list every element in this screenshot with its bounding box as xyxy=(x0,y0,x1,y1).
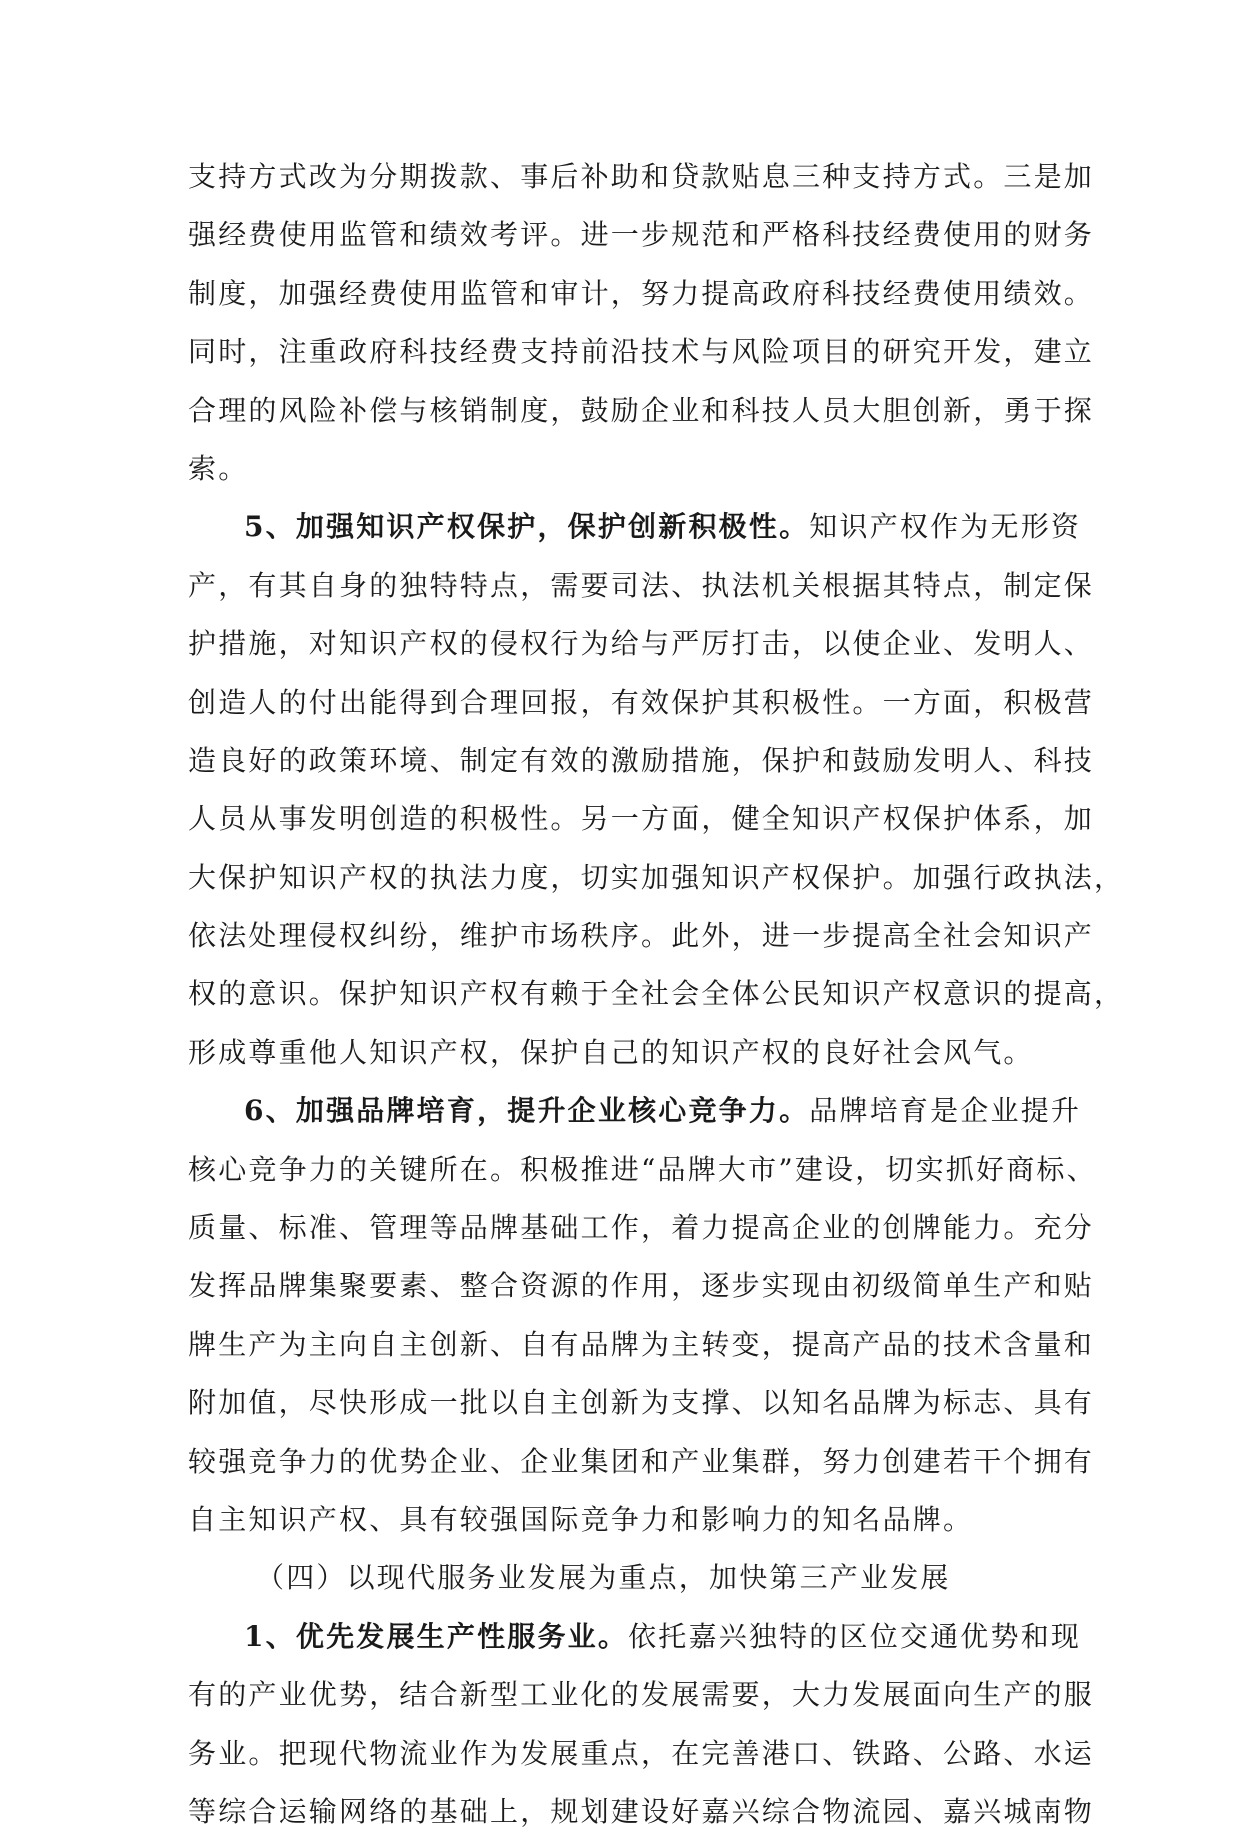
paragraph-line: 附加值，尽快形成一批以自主创新为支撑、以知名品牌为标志、具有 xyxy=(188,1386,1095,1420)
paragraph-line: 支持方式改为分期拨款、事后补助和贷款贴息三种支持方式。三是加 xyxy=(188,160,1095,193)
paragraph-line: 造良好的政策环境、制定有效的激励措施，保护和鼓励发明人、科技 xyxy=(188,743,1095,777)
paragraph-line: 索。 xyxy=(188,451,249,485)
paragraph-line: 有的产业优势，结合新型工业化的发展需要，大力发展面向生产的服 xyxy=(188,1678,1095,1712)
body-text xyxy=(188,153,1125,1846)
paragraph-line: 核心竞争力的关键所在。积极推进“品牌大市”建设，切实抓好商标、 xyxy=(188,1152,1097,1186)
paragraph-line: 牌生产为主向自主创新、自有品牌为主转变，提高产品的技术含量和 xyxy=(188,1327,1095,1361)
paragraph-line: 务业。把现代物流业作为发展重点，在完善港口、铁路、公路、水运 xyxy=(188,1736,1095,1770)
paragraph-line: 强经费使用监管和绩效考评。进一步规范和严格科技经费使用的财务 xyxy=(188,218,1095,252)
paragraph-first-line xyxy=(188,1613,1082,1661)
item-heading: 1、优先发展生产性服务业。 xyxy=(244,1619,629,1653)
paragraph-line: 合理的风险补偿与核销制度，鼓励企业和科技人员大胆创新，勇于探 xyxy=(188,393,1095,427)
paragraph-first-line xyxy=(188,503,1082,551)
item-text: 知识产权作为无形资 xyxy=(809,510,1082,544)
paragraph-line: 产，有其自身的独特特点，需要司法、执法机关根据其特点，制定保 xyxy=(188,568,1095,602)
section-heading: （四）以现代服务业发展为重点，加快第三产业发展 xyxy=(256,1561,951,1595)
paragraph-line: 护措施，对知识产权的侵权行为给与严厉打击，以使企业、发明人、 xyxy=(188,627,1095,661)
item-text: 依托嘉兴独特的区位交通优势和现 xyxy=(628,1619,1082,1653)
paragraph-line: 创造人的付出能得到合理回报，有效保护其积极性。一方面，积极营 xyxy=(188,685,1095,719)
paragraph-line: 同时，注重政府科技经费支持前沿技术与风险项目的研究开发，建立 xyxy=(188,335,1095,369)
paragraph-line: 制度，加强经费使用监管和审计，努力提高政府科技经费使用绩效。 xyxy=(188,276,1095,310)
paragraph-first-line xyxy=(188,1087,1082,1135)
item-heading: 5、加强知识产权保护，保护创新积极性。 xyxy=(244,510,810,544)
paragraph-line: 依法处理侵权纠纷，维护市场秩序。此外，进一步提高全社会知识产 xyxy=(188,919,1095,953)
paragraph-line: 大保护知识产权的执法力度，切实加强知识产权保护。加强行政执法， xyxy=(188,860,1125,894)
paragraph-line: 人员从事发明创造的积极性。另一方面，健全知识产权保护体系，加 xyxy=(188,802,1095,836)
paragraph-line: 较强竞争力的优势企业、企业集团和产业集群，努力创建若干个拥有 xyxy=(188,1444,1095,1478)
paragraph-line: 权的意识。保护知识产权有赖于全社会全体公民知识产权意识的提高， xyxy=(188,977,1125,1011)
paragraph-line: 发挥品牌集聚要素、整合资源的作用，逐步实现由初级简单生产和贴 xyxy=(188,1269,1095,1303)
paragraph-line: 自主知识产权、具有较强国际竞争力和影响力的知名品牌。 xyxy=(188,1502,974,1536)
item-text: 品牌培育是企业提升 xyxy=(809,1094,1082,1128)
item-heading: 6、加强品牌培育，提升企业核心竞争力。 xyxy=(244,1094,810,1128)
paragraph-line: 形成尊重他人知识产权，保护自己的知识产权的良好社会风气。 xyxy=(188,1035,1034,1069)
paragraph-line: 等综合运输网络的基础上，规划建设好嘉兴综合物流园、嘉兴城南物 xyxy=(188,1794,1095,1828)
paragraph-line: 质量、标准、管理等品牌基础工作，着力提高企业的创牌能力。充分 xyxy=(188,1211,1095,1245)
